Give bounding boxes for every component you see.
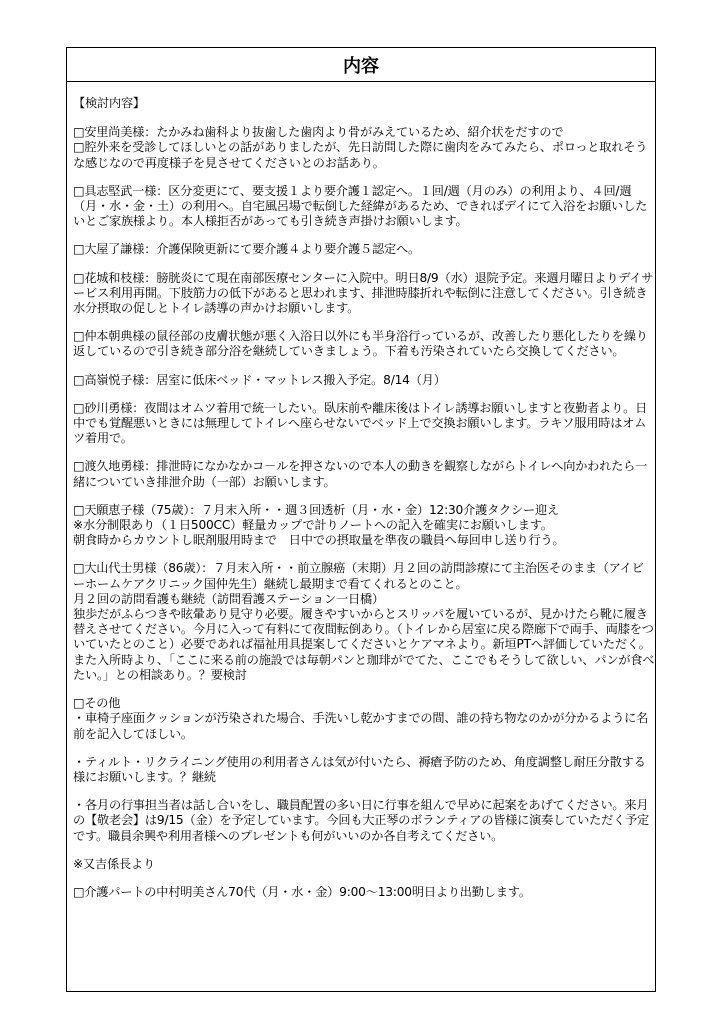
paragraph-takamine: □高嶺悦子様：居室に低床ベッド・マットレス搬入予定。8/14（月） [73, 372, 446, 387]
paragraph-gushiken: □具志堅武一様：区分変更にて、要支援１より要介護１認定へ。１回/週（月のみ）の利用より、４回/週（月・水・金・土）の利用へ。自宅風呂場で転倒した経緯があるため、できればデイにて入浴をお願いしたいとご家族様より。本人様拒否があっても引き続き声掛けお願いします。 [73, 183, 648, 229]
section-heading: 【検討内容】 [73, 96, 145, 110]
paragraph-nakamura: □介護パートの中村明美さん70代（月・水・金）9:00～13:00明日より出勤します。 [73, 884, 531, 899]
content-frame [66, 47, 656, 992]
paragraph-events: ・各月の行事担当者は話し合いをし、職員配置の多い日に行事を組んで早めに起案をあげてください。来月の【敬老会】は9/15（金）を予定しています。今回も大正琴のボランティアの皆様に演奏していただく予定です。職員余興や利用者様へのプレゼントも何がいいのか各自考えてください。 [73, 798, 650, 843]
paragraph-tilt: ・ティルト・リクライニング使用の利用者さんは気が付いたら、褥瘡予防のため、角度調整し耐圧分散する様にお願いします。？継続 [73, 754, 646, 784]
paragraph-hanashiro: □花城和枝様：膀胱炎にて現在南部医療センターに入院中。明日8/9（水）退院予定。来週月曜日よりデイサービス利用再開。下肢筋力の低下があると思われます、排泄時膝折れや転倒に注意してください。引き続き水分摂取の促しとトイレ誘導の声かけお願いします。 [73, 270, 654, 316]
paragraph-sunagawa: □砂川勇様：夜間はオムツ着用で統一したい。臥床前や離床後はトイレ誘導お願いしますと夜勤者より。日中でも覚醒悪いときには無理してトイレへ座らせないでベッド上で交換お願いします。ラキソ服用時はオムツ着用で。 [73, 400, 648, 446]
header-title: 内容 [67, 48, 655, 82]
paragraph-tokashiki: □渡久地勇様：排泄時になかなかコ－ルを押さないので本人の動きを観察しながらトイレへ向かわれたら一緒についていき排泄介助（一部）お願いします。 [73, 459, 648, 489]
content-body [67, 82, 655, 900]
paragraph-oyama: □大山代士男様（86歳）：７月末入所・・前立腺癌（末期）月２回の訪問診療にて主治医そのまま（アイビーホームケアクリニック国仲先生）継続し最期まで看てくれるとのこと。 月２回の訪問看護も継続（訪問看護ステーション一日橋） 独歩だがふらつきや眩暈あり見守り必要。履きやすいからとスリッパを履いているが、見かけたら靴に履き替えさせてください。今月に入って有料にて夜間転倒あり。（トイレから居室に戻る際廊下で両手、両膝をついていたとのこと）必要であれば福祉用具提案してくださいとケアマネより。新垣PTへ評価していただく。 また入所時より、「ここに来る前の施設では毎朝パンと珈琲がでてた、ここでもそうして欲しい、パンが食べたい。」との相談あり。？要検討 [73, 561, 655, 682]
paragraph-matayoshi: ※又吉係長より [73, 856, 155, 871]
paragraph-other-cushion: □その他 ・車椅子座面クッションが汚染された場合、手洗いし乾かすまでの間、誰の持ち物なのかが分かるように名前を記入してほしい。 [73, 696, 649, 741]
paragraph-nakamoto: □仲本朝典様の鼠径部の皮膚状態が悪く入浴日以外にも半身浴行っているが、改善したり悪化したりを繰り返しているので引き続き部分浴を継続していきましょう。下着も汚染されていたら交換してください。 [73, 329, 648, 359]
paragraph-tengan: □天願恵子様（75歳）：７月末入所・・週３回透析（月・水・金）12:30介護タクシー迎え ※水分制限あり（１日500CC）軽量カップで計りノートへの記入を確実にお願いします。 朝食時からカウントし眠剤服用時まで 日中での摂取量を準夜の職員へ毎回申し送り行う。 [73, 502, 565, 548]
paragraph-asato: □安里尚美様：たかみね歯科より抜歯した歯肉より骨がみえているため、紹介状をだすので □腔外来を受診してほしいとの話がありましたが、先日訪問した際に歯肉をみてみたら、ポロっと取れそうな感じなので再度様子を見させてくださいとのお話あり。 [73, 125, 648, 170]
paragraph-oya: □大屋了謙様：介護保険更新にて要介護４より要介護５認定へ。 [73, 242, 420, 257]
